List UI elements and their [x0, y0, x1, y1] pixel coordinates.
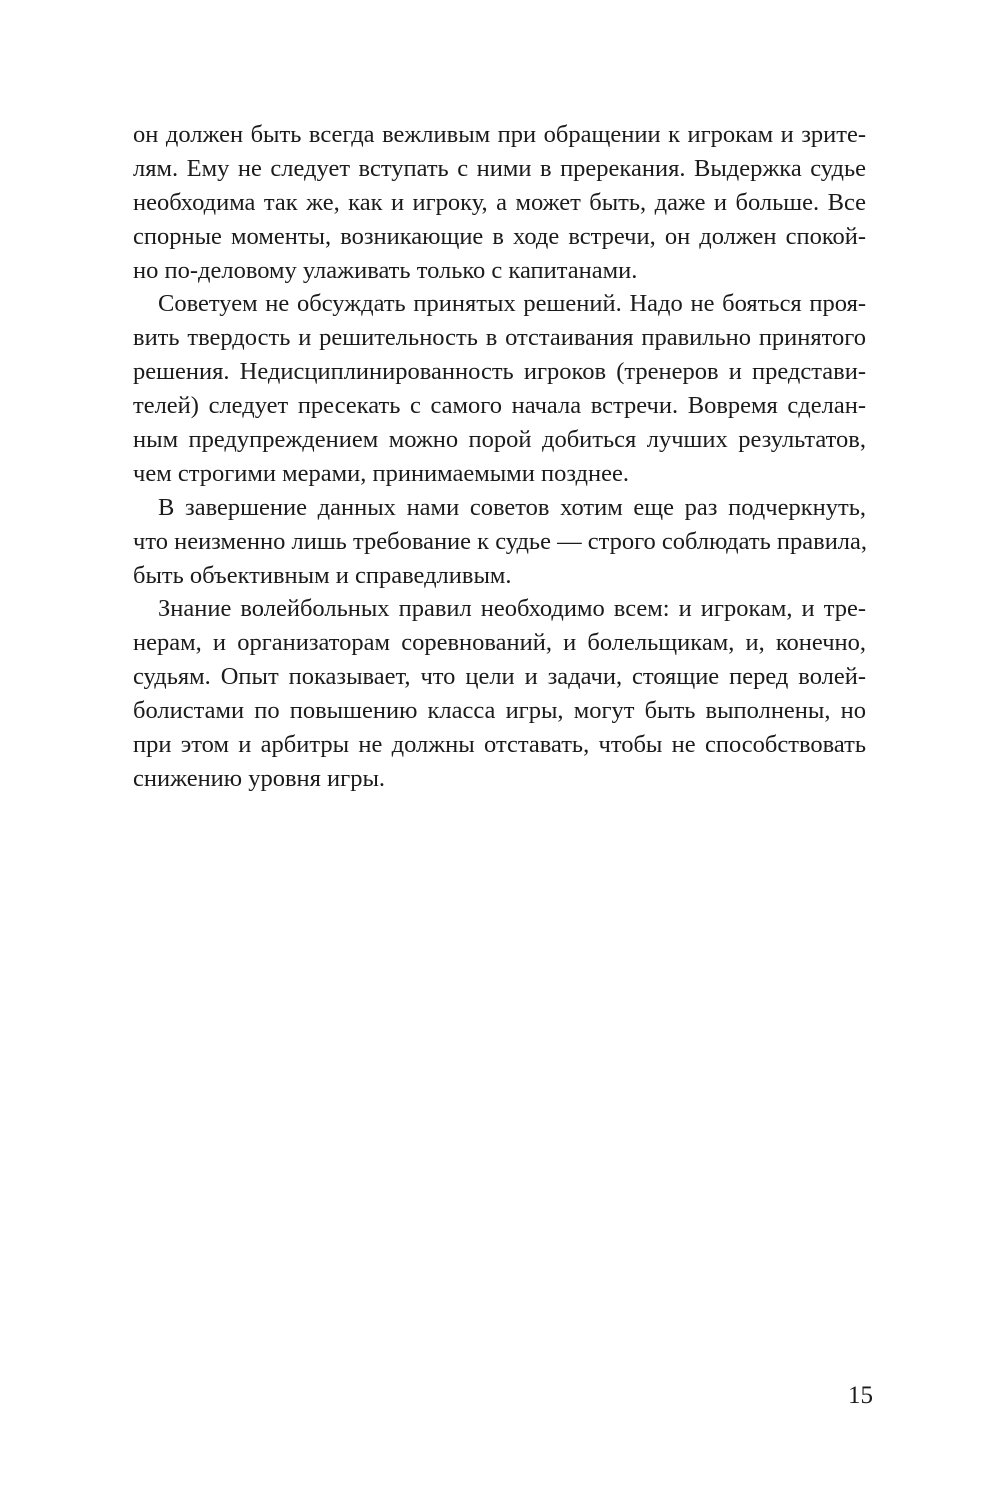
paragraph-4: [133, 592, 866, 795]
text-line: спорные моменты, возникающие в ходе встречи, он должен спокой-: [133, 222, 866, 250]
text-line: он должен быть всегда вежливым при обращении к игрокам и зрите-: [133, 121, 866, 148]
text-line: что неизменно лишь требование к судье — строго соблюдать правила,: [133, 527, 868, 555]
text-line: вить твердость и решительность в отстаивания правильно принятого: [133, 324, 866, 352]
text-line-content: Знание волейбольных правил необходимо всем: и игрокам, и тре-: [158, 595, 866, 623]
text-line-content: В завершение данных нами советов хотим еще раз подчеркнуть,: [158, 493, 866, 521]
text-line: чем строгими мерами, принимаемыми позднее.: [133, 459, 630, 487]
text-line: лям. Ему не следует вступать с ними в пререкания. Выдержка судье: [133, 154, 866, 182]
paragraph-3: [133, 491, 866, 593]
paragraph-2: [133, 287, 866, 490]
paragraph-1: [133, 118, 866, 287]
text-line: болистами по повышению класса игры, могут быть выполнены, но: [133, 697, 866, 725]
text-column: [133, 118, 866, 796]
text-line-content: Советуем не обсуждать принятых решений. Надо не бояться проя-: [158, 290, 866, 318]
text-line: судьям. Опыт показывает, что цели и задачи, стоящие перед волей-: [133, 663, 866, 691]
text-line: [133, 287, 866, 321]
page-number: 15: [848, 1382, 873, 1409]
text-line: быть объективным и справедливым.: [133, 561, 512, 589]
text-line: нерам, и организаторам соревнований, и болельщикам, и, конечно,: [133, 629, 866, 657]
text-line: ным предупреждением можно порой добиться лучших результатов,: [133, 426, 866, 454]
text-line: снижению уровня игры.: [133, 764, 386, 792]
text-line: но по-деловому улаживать только с капитанами.: [133, 256, 638, 284]
text-line: решения. Недисциплинированность игроков (тренеров и представи-: [133, 358, 866, 386]
text-line: при этом и арбитры не должны отставать, чтобы не способствовать: [133, 731, 866, 759]
text-line: [133, 592, 866, 626]
text-line: [133, 491, 866, 525]
text-line: необходима так же, как и игроку, а может быть, даже и больше. Все: [133, 188, 866, 216]
text-line: телей) следует пресекать с самого начала встречи. Вовремя сделан-: [133, 392, 866, 420]
